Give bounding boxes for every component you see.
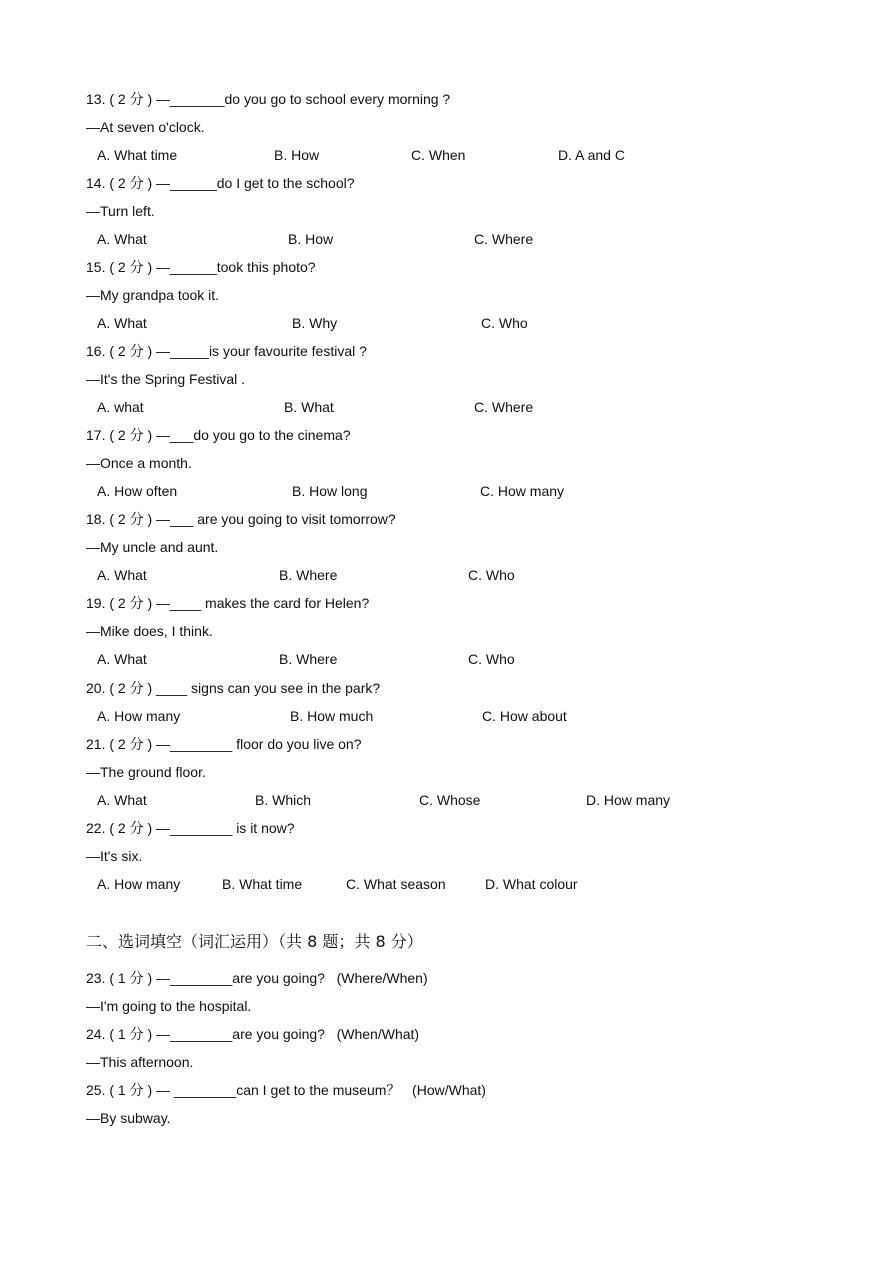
question-18-text: 18. ( 2 分 ) —___ are you going to visit tomorrow? bbox=[86, 511, 396, 527]
question-15-text: 15. ( 2 分 ) —______took this photo? bbox=[86, 259, 316, 275]
question-21-option-a: A. What bbox=[97, 792, 147, 808]
question-22-option-b: B. What time bbox=[222, 876, 303, 892]
question-19-option-a: A. What bbox=[97, 651, 147, 667]
question-17-answer: —Once a month. bbox=[86, 455, 192, 471]
question-18-option-c: C. Who bbox=[468, 567, 515, 583]
question-21-option-c: C. Whose bbox=[419, 792, 481, 808]
question-24-answer: —This afternoon. bbox=[86, 1054, 194, 1070]
question-18-option-b: B. Where bbox=[279, 567, 338, 583]
question-24-text: 24. ( 1 分 ) —________are you going? (When/What) bbox=[86, 1026, 420, 1042]
question-22-option-a: A. How many bbox=[97, 876, 181, 892]
question-22-option-d: D. What colour bbox=[485, 876, 578, 892]
section-2-heading: 二、选词填空（词汇运用）（共 8 题；共 8 分） bbox=[86, 932, 423, 951]
question-18-options bbox=[97, 566, 515, 584]
question-15-option-a: A. What bbox=[97, 315, 147, 331]
question-19-options bbox=[97, 650, 515, 668]
question-22-answer: —It's six. bbox=[86, 848, 143, 864]
question-21-option-d: D. How many bbox=[586, 792, 671, 808]
question-13-text: 13. ( 2 分 ) —_______do you go to school every morning ? bbox=[86, 91, 451, 107]
question-13-option-c: C. When bbox=[411, 147, 466, 163]
question-23-text: 23. ( 1 分 ) —________are you going? (Where/When) bbox=[86, 970, 428, 986]
question-17-text: 17. ( 2 分 ) —___do you go to the cinema? bbox=[86, 427, 351, 443]
question-15-options bbox=[97, 314, 528, 332]
question-17-option-c: C. How many bbox=[480, 483, 565, 499]
question-18-answer: —My uncle and aunt. bbox=[86, 539, 219, 555]
question-15-option-b: B. Why bbox=[292, 315, 338, 331]
question-20-text: 20. ( 2 分 ) ____ signs can you see in the park? bbox=[86, 680, 381, 696]
question-16-options bbox=[97, 398, 534, 416]
question-19-option-b: B. Where bbox=[279, 651, 338, 667]
question-25-answer: —By subway. bbox=[86, 1110, 171, 1126]
question-22-text: 22. ( 2 分 ) —________ is it now? bbox=[86, 820, 295, 836]
question-21-options bbox=[97, 791, 671, 809]
question-16-text: 16. ( 2 分 ) —_____is your favourite festival ? bbox=[86, 343, 367, 359]
question-18-option-a: A. What bbox=[97, 567, 147, 583]
question-22-options bbox=[97, 875, 578, 893]
question-13-option-d: D. A and C bbox=[558, 147, 625, 163]
question-15-answer: —My grandpa took it. bbox=[86, 287, 220, 303]
question-20-option-c: C. How about bbox=[482, 708, 567, 724]
question-13-answer: —At seven o'clock. bbox=[86, 119, 205, 135]
question-14-options bbox=[97, 230, 534, 248]
question-15-option-c: C. Who bbox=[481, 315, 528, 331]
question-17-options bbox=[97, 482, 565, 500]
question-13-option-a: A. What time bbox=[97, 147, 178, 163]
question-22-option-c: C. What season bbox=[346, 876, 446, 892]
question-14-text: 14. ( 2 分 ) —______do I get to the school? bbox=[86, 175, 355, 191]
question-20-option-b: B. How much bbox=[290, 708, 374, 724]
question-19-text: 19. ( 2 分 ) —____ makes the card for Helen? bbox=[86, 595, 370, 611]
question-14-option-a: A. What bbox=[97, 231, 147, 247]
question-21-text: 21. ( 2 分 ) —________ floor do you live on? bbox=[86, 736, 362, 752]
question-16-answer: —It's the Spring Festival . bbox=[86, 371, 246, 387]
question-13-option-b: B. How bbox=[274, 147, 320, 163]
question-13-options bbox=[97, 146, 625, 164]
question-16-option-a: A. what bbox=[97, 399, 144, 415]
question-19-answer: —Mike does, I think. bbox=[86, 623, 213, 639]
question-14-option-b: B. How bbox=[288, 231, 334, 247]
question-16-option-b: B. What bbox=[284, 399, 334, 415]
question-17-option-b: B. How long bbox=[292, 483, 368, 499]
question-21-answer: —The ground floor. bbox=[86, 764, 206, 780]
question-20-options bbox=[97, 707, 567, 725]
question-23-answer: —I'm going to the hospital. bbox=[86, 998, 252, 1014]
question-14-answer: —Turn left. bbox=[86, 203, 155, 219]
question-25-text: 25. ( 1 分 ) — ________can I get to the museum？ (How/What) bbox=[86, 1082, 486, 1098]
question-19-option-c: C. Who bbox=[468, 651, 515, 667]
question-16-option-c: C. Where bbox=[474, 399, 534, 415]
question-17-option-a: A. How often bbox=[97, 483, 178, 499]
question-21-option-b: B. Which bbox=[255, 792, 312, 808]
question-14-option-c: C. Where bbox=[474, 231, 534, 247]
question-20-option-a: A. How many bbox=[97, 708, 181, 724]
